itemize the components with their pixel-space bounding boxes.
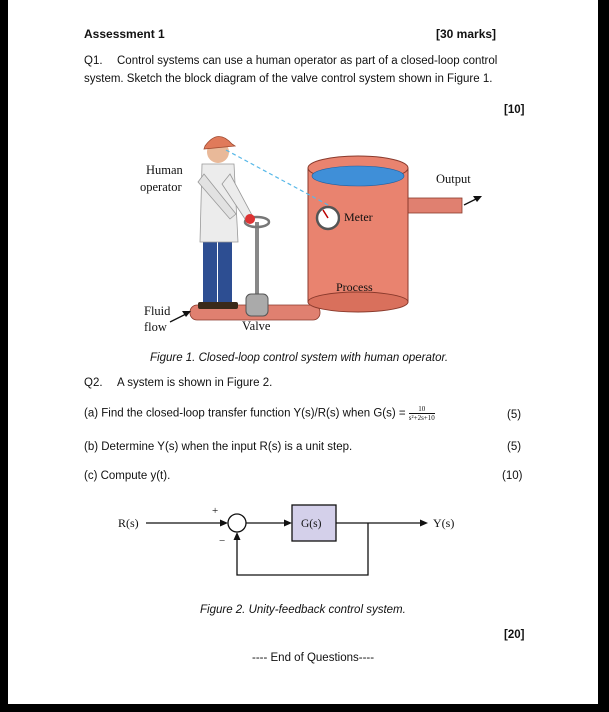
- figure-2-diagram: [108, 495, 488, 585]
- figure-1-caption: Figure 1. Closed-loop control system with human operator.: [150, 352, 449, 364]
- tf-numerator: 10: [409, 405, 435, 414]
- document-page: [8, 0, 598, 704]
- output-label: Output: [436, 172, 471, 186]
- g-block-label: G(s): [301, 518, 322, 530]
- minus-sign: −: [219, 535, 226, 547]
- valve-body: [246, 294, 268, 316]
- valve-stem: [255, 222, 259, 302]
- tank-bottom: [308, 292, 408, 312]
- q2-a-line: [84, 405, 435, 422]
- fluid-arrowhead: [182, 311, 191, 317]
- process-label: Process: [336, 280, 373, 294]
- figure-1-diagram: [118, 122, 498, 342]
- q1-line1: Control systems can use a human operator as part of a closed-loop control: [117, 55, 498, 67]
- q2-number: Q2.: [84, 377, 103, 389]
- assessment-title: Assessment 1: [84, 27, 165, 41]
- fluid-label-line2: flow: [144, 320, 167, 334]
- q2-intro: A system is shown in Figure 2.: [117, 377, 273, 389]
- water-surface: [312, 166, 404, 186]
- human-label-line2: operator: [140, 180, 182, 194]
- transfer-function-fraction: [409, 405, 435, 422]
- fluid-label-line1: Fluid: [144, 304, 171, 318]
- plus-sign: +: [212, 505, 219, 517]
- q2-a-marks: (5): [507, 409, 522, 421]
- q2-a-text: (a) Find the closed-loop transfer function Y(s)/R(s) when G(s) =: [84, 407, 406, 420]
- q2-b-text: (b) Determine Y(s) when the input R(s) is a unit step.: [84, 441, 353, 453]
- q1-line2: system. Sketch the block diagram of the valve control system shown in Figure 1.: [84, 73, 493, 85]
- output-label-fig2: Y(s): [433, 516, 455, 530]
- q2-total-marks: [20]: [504, 629, 525, 641]
- q2-c-text: (c) Compute y(t).: [84, 470, 171, 482]
- meter-label: Meter: [344, 210, 373, 224]
- output-arrowhead: [473, 196, 482, 202]
- outlet-pipe: [406, 198, 462, 213]
- end-of-questions: ---- End of Questions----: [252, 652, 375, 664]
- total-marks: [30 marks]: [436, 27, 497, 41]
- q1-marks: [10]: [504, 104, 525, 116]
- valve-label: Valve: [242, 319, 271, 333]
- q2-b-marks: (5): [507, 441, 522, 453]
- human-label-line1: Human: [146, 163, 183, 177]
- input-label: R(s): [118, 516, 139, 530]
- q1-number: Q1.: [84, 55, 103, 67]
- figure-2-caption: Figure 2. Unity-feedback control system.: [200, 604, 406, 616]
- summing-junction: [228, 514, 246, 532]
- q2-c-marks: (10): [502, 470, 523, 482]
- tf-denominator: s²+2s+10: [408, 414, 435, 422]
